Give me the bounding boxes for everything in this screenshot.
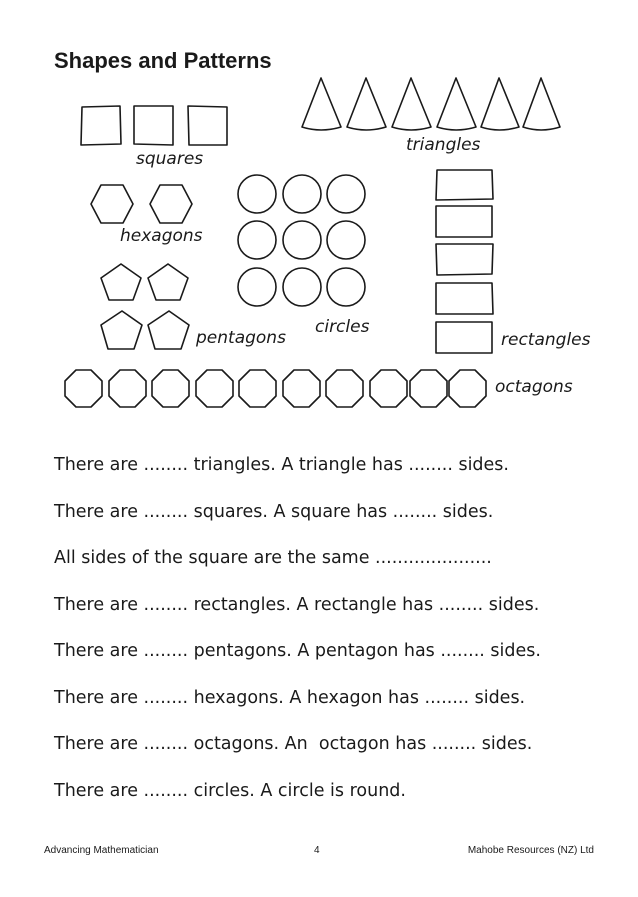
octagon-shape bbox=[196, 370, 233, 407]
label-rectangles: rectangles bbox=[501, 330, 591, 350]
circle-shape bbox=[327, 175, 365, 213]
footer-book-title: Advancing Mathematician bbox=[44, 845, 159, 856]
octagon-shape bbox=[326, 370, 363, 407]
label-circles: circles bbox=[315, 317, 370, 337]
question-rectangles: There are ........ rectangles. A rectangle has ........ sides. bbox=[54, 594, 540, 615]
octagon-shape bbox=[410, 370, 447, 407]
question-hexagons: There are ........ hexagons. A hexagon has ........ sides. bbox=[54, 687, 526, 708]
circle-shape bbox=[238, 221, 276, 259]
footer-publisher: Mahobe Resources (NZ) Ltd bbox=[467, 845, 594, 856]
octagon-shape bbox=[152, 370, 189, 407]
pentagon-shape bbox=[148, 311, 189, 349]
question-list bbox=[54, 452, 541, 824]
pentagon-shape bbox=[101, 264, 141, 300]
page-title: Shapes and Patterns bbox=[54, 48, 272, 73]
octagons-group bbox=[65, 370, 486, 407]
label-squares: squares bbox=[136, 149, 204, 169]
octagon-shape bbox=[239, 370, 276, 407]
octagon-shape bbox=[283, 370, 320, 407]
question-pentagons: There are ........ pentagons. A pentagon has ........ sides. bbox=[54, 641, 541, 661]
rectangle-shape bbox=[436, 206, 492, 237]
pentagons-group bbox=[101, 264, 189, 349]
triangle-shape bbox=[523, 78, 560, 130]
hexagons-group bbox=[91, 185, 192, 223]
squares-group bbox=[81, 106, 227, 145]
triangles-group bbox=[302, 78, 560, 130]
shapes-illustration bbox=[0, 0, 638, 440]
question-square-sides: All sides of the square are the same ..................... bbox=[54, 548, 492, 568]
rectangles-group bbox=[436, 170, 493, 353]
octagon-shape bbox=[109, 370, 146, 407]
question-squares: There are ........ squares. A square has ........ sides. bbox=[54, 501, 494, 522]
circles-group bbox=[238, 175, 365, 306]
hexagon-shape bbox=[91, 185, 133, 223]
question-circles: There are ........ circles. A circle is round. bbox=[54, 780, 406, 801]
circle-shape bbox=[327, 221, 365, 259]
question-octagons: There are ........ octagons. An octagon has ........ sides. bbox=[54, 734, 533, 754]
triangle-shape bbox=[481, 78, 519, 130]
triangle-shape bbox=[302, 78, 341, 130]
triangle-shape bbox=[347, 78, 386, 130]
label-hexagons: hexagons bbox=[120, 226, 203, 246]
circle-shape bbox=[238, 268, 276, 306]
circle-shape bbox=[327, 268, 365, 306]
pentagon-shape bbox=[101, 311, 142, 349]
triangle-shape bbox=[392, 78, 431, 130]
rectangle-shape bbox=[436, 322, 492, 353]
label-octagons: octagons bbox=[495, 377, 573, 397]
square-shape bbox=[81, 106, 121, 145]
octagon-shape bbox=[65, 370, 102, 407]
circle-shape bbox=[283, 268, 321, 306]
square-shape bbox=[188, 106, 227, 145]
label-triangles: triangles bbox=[406, 135, 481, 155]
circle-shape bbox=[283, 221, 321, 259]
rectangle-shape bbox=[436, 283, 493, 314]
circle-shape bbox=[283, 175, 321, 213]
circle-shape bbox=[238, 175, 276, 213]
label-pentagons: pentagons bbox=[196, 328, 286, 348]
footer-page-number: 4 bbox=[314, 845, 320, 856]
triangle-shape bbox=[437, 78, 476, 130]
square-shape bbox=[134, 106, 173, 145]
octagon-shape bbox=[449, 370, 486, 407]
question-triangles: There are ........ triangles. A triangle has ........ sides. bbox=[54, 455, 509, 475]
octagon-shape bbox=[370, 370, 407, 407]
rectangle-shape bbox=[436, 170, 493, 200]
pentagon-shape bbox=[148, 264, 188, 300]
rectangle-shape bbox=[436, 244, 493, 275]
hexagon-shape bbox=[150, 185, 192, 223]
